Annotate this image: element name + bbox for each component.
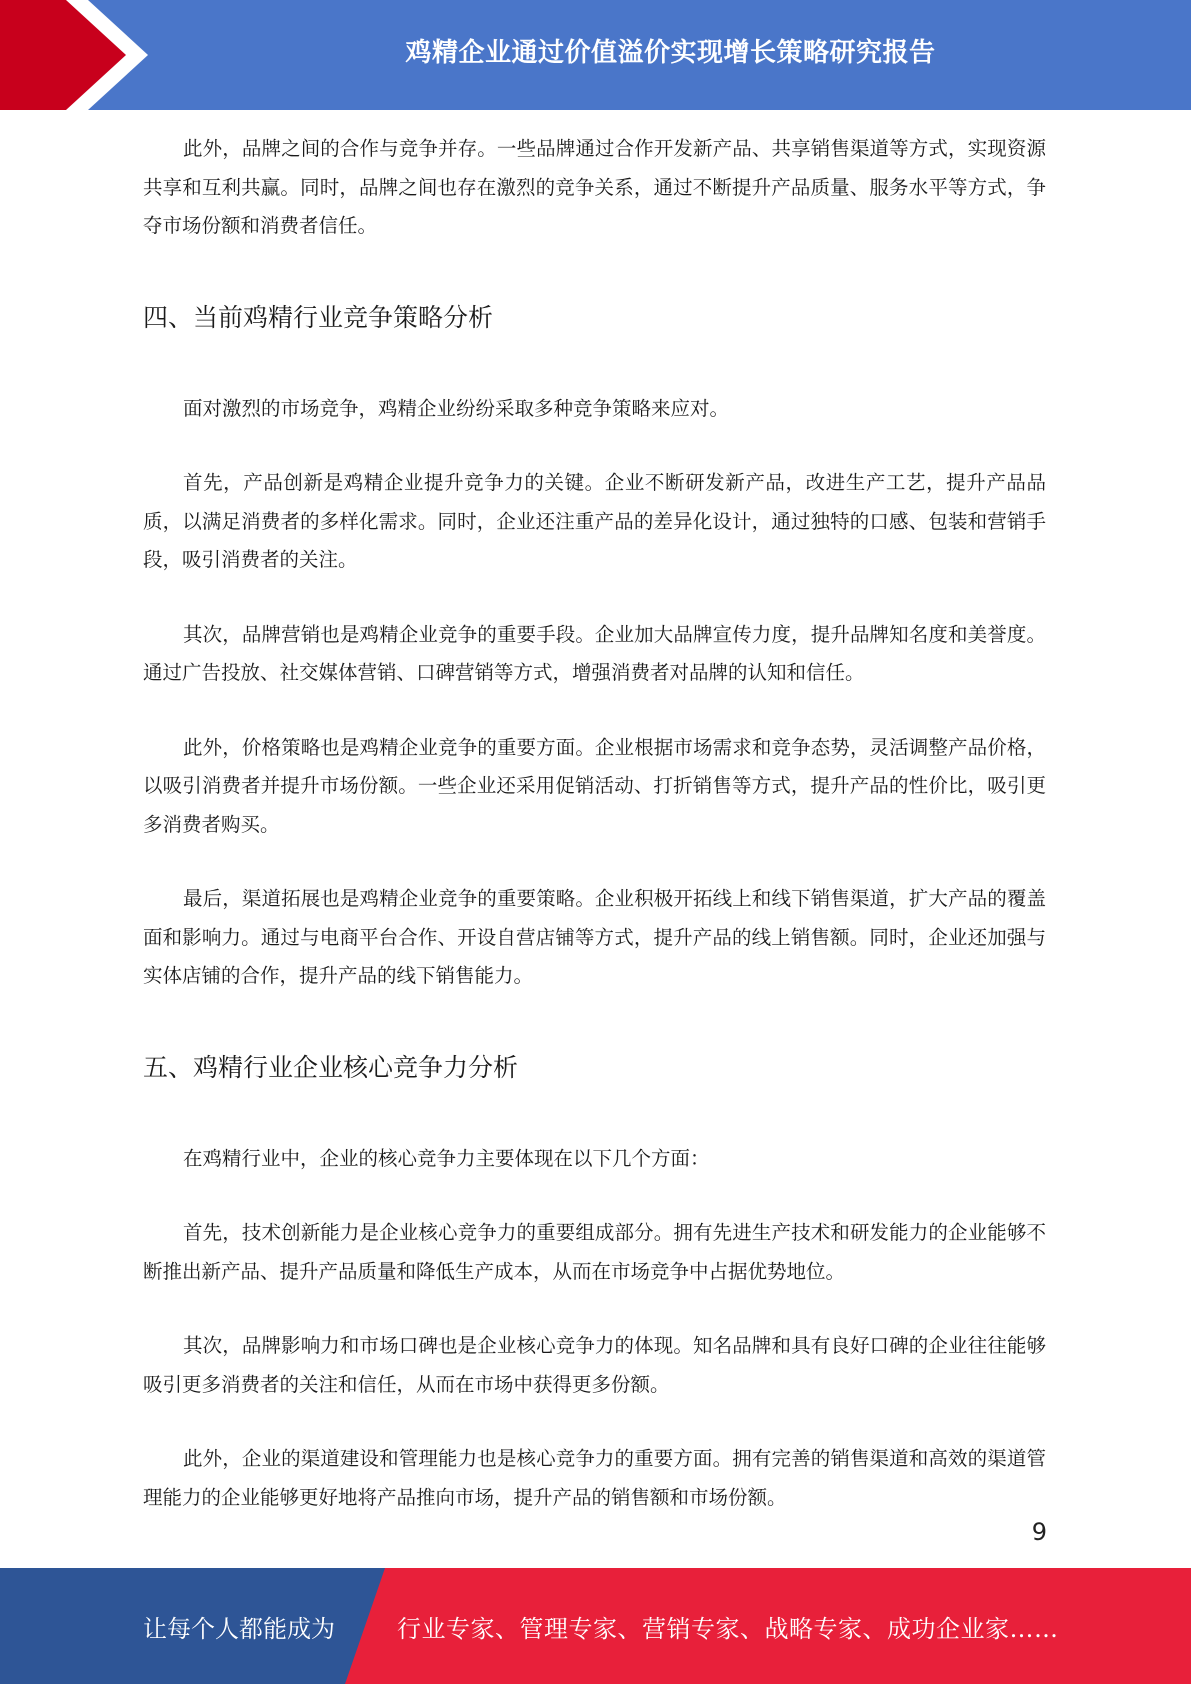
footer-banner: [0, 1568, 1191, 1684]
paragraph: 此外，价格策略也是鸡精企业竞争的重要方面。企业根据市场需求和竞争态势，灵活调整产品价格，以吸引消费者并提升市场份额。一些企业还采用促销活动、打折销售等方式，提升产品的性价比，吸引更多消费者购买。: [143, 735, 1046, 836]
paragraph: 面对激烈的市场竞争，鸡精企业纷纷采取多种竞争策略来应对。: [183, 396, 730, 420]
paragraph: 首先，产品创新是鸡精企业提升竞争力的关键。企业不断研发新产品，改进生产工艺，提升产品品质，以满足消费者的多样化需求。同时，企业还注重产品的差异化设计，通过独特的口感、包装和营销手段，吸引消费者的关注。: [143, 471, 1046, 571]
paragraph: 其次，品牌影响力和市场口碑也是企业核心竞争力的体现。知名品牌和具有良好口碑的企业往往能够吸引更多消费者的关注和信任，从而在市场中获得更多份额。: [143, 1334, 1046, 1396]
footer-slogan-left: 让每个人都能成为: [143, 1614, 335, 1643]
page-content: [143, 130, 1046, 1517]
header-banner: [0, 0, 1191, 110]
page-number: 9: [1031, 1518, 1047, 1546]
paragraph: 最后，渠道拓展也是鸡精企业竞争的重要策略。企业积极开拓线上和线下销售渠道，扩大产品的覆盖面和影响力。通过与电商平台合作、开设自营店铺等方式，提升产品的线上销售额。同时，企业还加强与实体店铺的合作，提升产品的线下销售能力。: [143, 887, 1046, 987]
footer-slogan-right: 行业专家、管理专家、营销专家、战略专家、成功企业家……: [397, 1614, 1059, 1643]
paragraph-brand-cooperation: 此外，品牌之间的合作与竞争并存。一些品牌通过合作开发新产品、共享销售渠道等方式，实现资源共享和互利共赢。同时，品牌之间也存在激烈的竞争关系，通过不断提升产品质量、服务水平等方式，争夺市场份额和消费者信任。: [143, 137, 1046, 237]
section-heading-5: 五、鸡精行业企业核心竞争力分析: [143, 1052, 519, 1082]
paragraph: 其次，品牌营销也是鸡精企业竞争的重要手段。企业加大品牌宣传力度，提升品牌知名度和美誉度。通过广告投放、社交媒体营销、口碑营销等方式，增强消费者对品牌的认知和信任。: [143, 622, 1046, 684]
chevron-arrow-icon: [0, 0, 160, 110]
paragraph: 在鸡精行业中，企业的核心竞争力主要体现在以下几个方面：: [183, 1146, 710, 1170]
report-title: 鸡精企业通过价值溢价实现增长策略研究报告: [405, 37, 936, 68]
section-heading-4: 四、当前鸡精行业竞争策略分析: [143, 302, 494, 332]
paragraph: 此外，企业的渠道建设和管理能力也是核心竞争力的重要方面。拥有完善的销售渠道和高效的渠道管理能力的企业能够更好地将产品推向市场，提升产品的销售额和市场份额。: [143, 1447, 1046, 1509]
paragraph: 首先，技术创新能力是企业核心竞争力的重要组成部分。拥有先进生产技术和研发能力的企业能够不断推出新产品、提升产品质量和降低生产成本，从而在市场竞争中占据优势地位。: [143, 1221, 1046, 1283]
